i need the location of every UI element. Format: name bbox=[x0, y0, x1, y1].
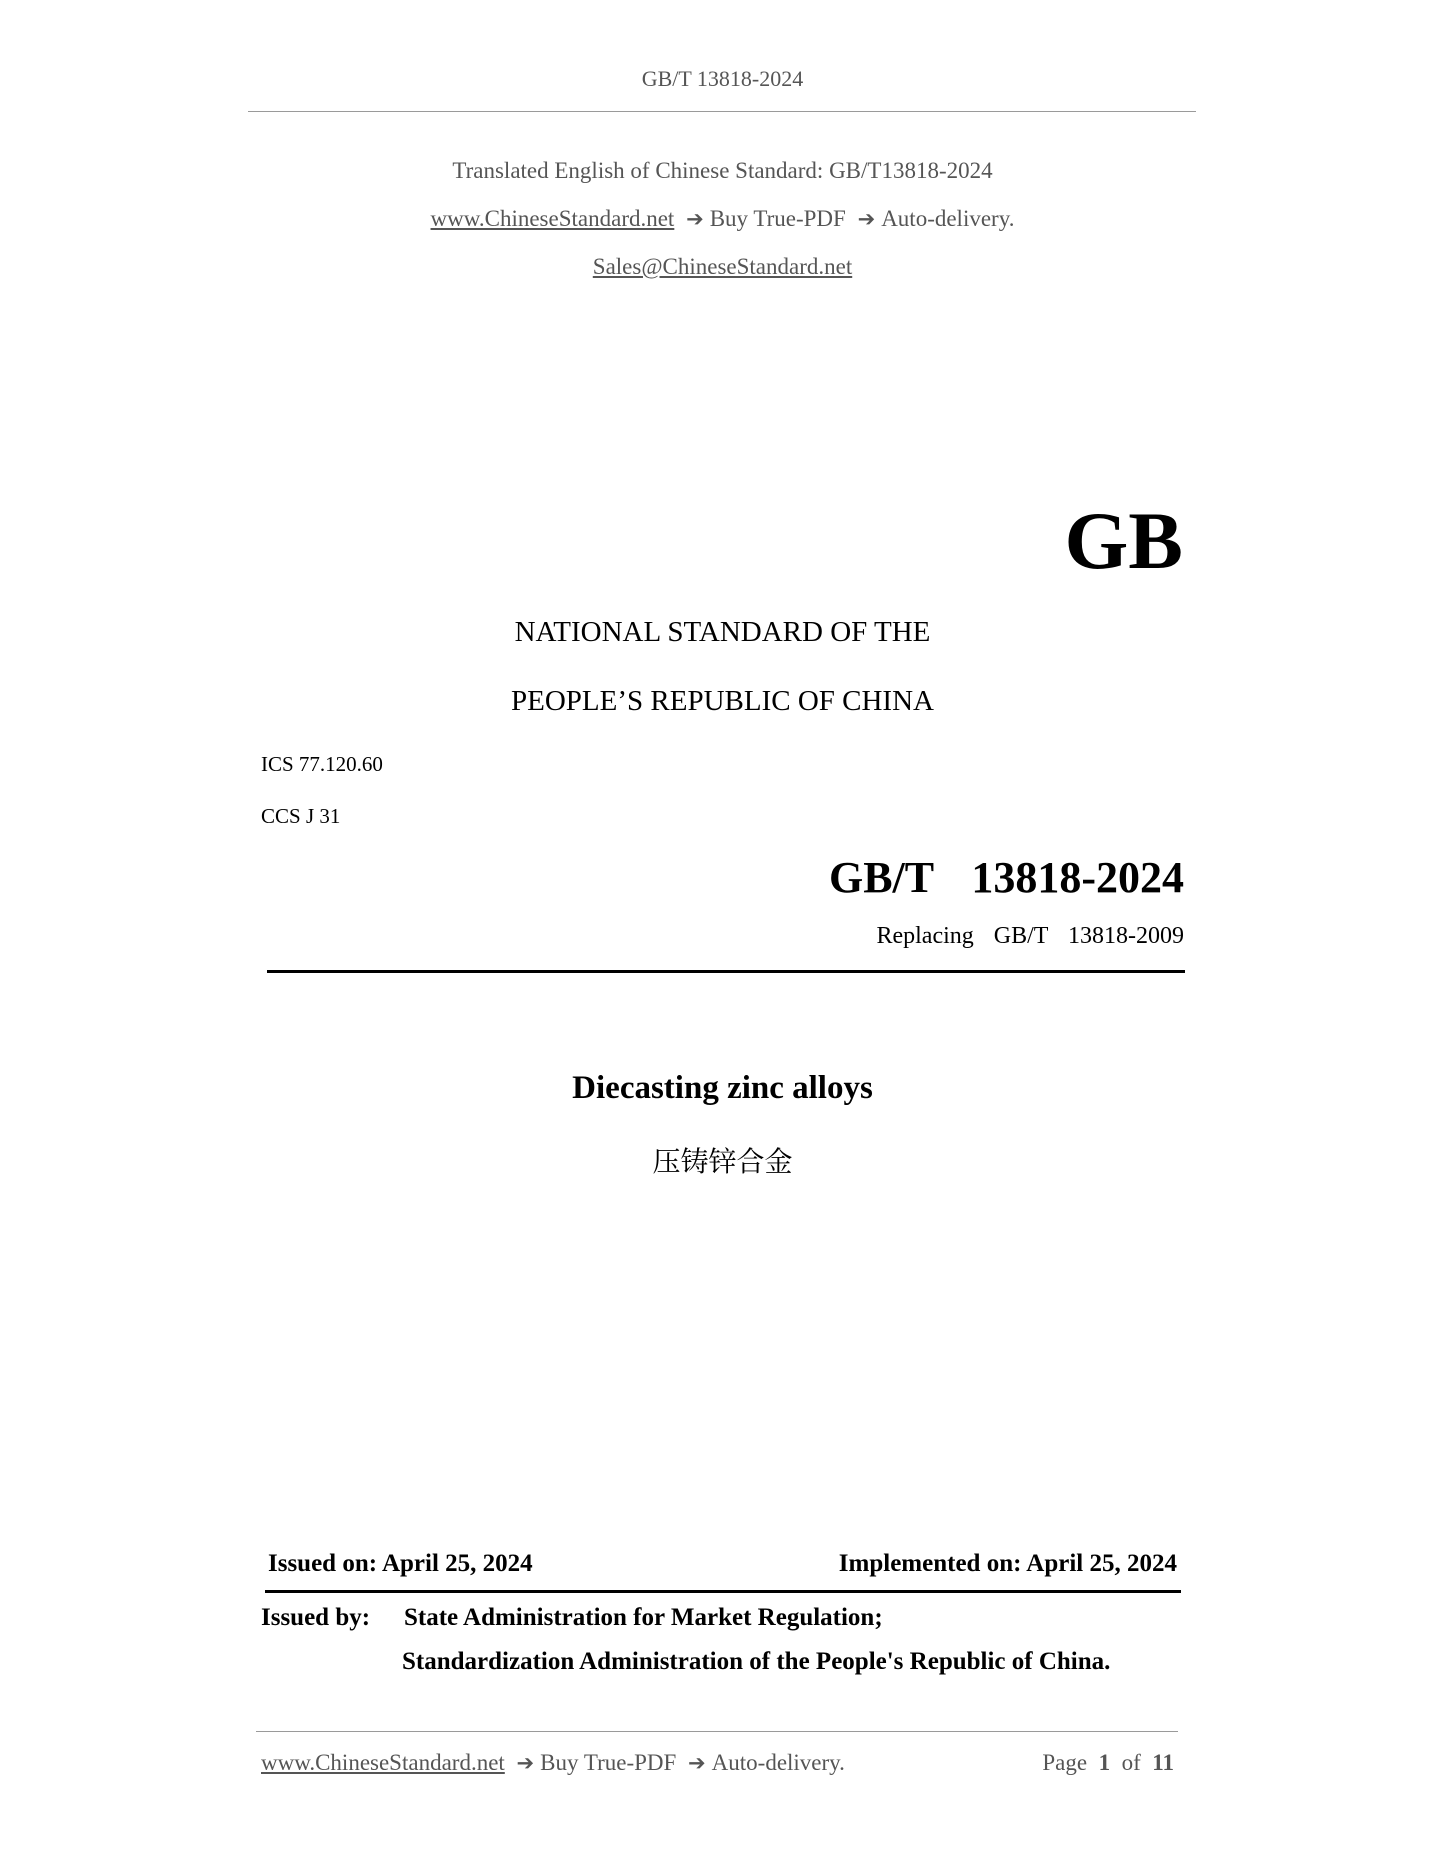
issued-by-label: Issued by: bbox=[261, 1604, 371, 1631]
page-indicator bbox=[1042, 1750, 1174, 1776]
arrow-right-icon: ➔ bbox=[688, 1751, 706, 1775]
title-chinese: 压铸锌合金 bbox=[652, 1145, 793, 1178]
arrow-right-icon: ➔ bbox=[857, 207, 876, 231]
site-link[interactable]: www.ChineseStandard.net bbox=[430, 206, 675, 231]
title-divider bbox=[267, 970, 1185, 973]
footer-divider bbox=[256, 1731, 1178, 1732]
auto-delivery-text: Auto-delivery. bbox=[881, 206, 1015, 231]
footer-buy-notice bbox=[261, 1750, 845, 1776]
ccs-code: CCS J 31 bbox=[261, 804, 341, 828]
header-divider bbox=[248, 111, 1196, 112]
national-standard-line-1: NATIONAL STANDARD OF THE bbox=[514, 616, 931, 648]
of-word: of bbox=[1121, 1750, 1141, 1775]
gb-mark: GB bbox=[1064, 495, 1183, 586]
page-total: 11 bbox=[1152, 1750, 1174, 1775]
buy-text: Buy True-PDF bbox=[709, 206, 846, 231]
ics-code: ICS 77.120.60 bbox=[261, 752, 383, 776]
footer-auto-delivery-text: Auto-delivery. bbox=[711, 1750, 845, 1775]
footer-buy-text: Buy True-PDF bbox=[540, 1750, 677, 1775]
page-word: Page bbox=[1042, 1750, 1088, 1775]
replacing-standard: Replacing GB/T 13818-2009 bbox=[876, 923, 1184, 949]
issuer-line-2: Standardization Administration of the People's Republic of China. bbox=[402, 1648, 1111, 1675]
email-link[interactable]: Sales@ChineseStandard.net bbox=[592, 254, 853, 279]
implemented-on-date: Implemented on: April 25, 2024 bbox=[838, 1550, 1177, 1577]
issued-on-date: Issued on: April 25, 2024 bbox=[268, 1550, 533, 1577]
arrow-right-icon: ➔ bbox=[516, 1751, 535, 1775]
running-header: GB/T 13818-2024 bbox=[641, 66, 804, 91]
issuer-line-1: State Administration for Market Regulation; bbox=[404, 1604, 883, 1631]
arrow-right-icon: ➔ bbox=[686, 207, 704, 231]
translated-notice: Translated English of Chinese Standard: GB/T13818-2024 bbox=[452, 158, 993, 183]
footer-site-link[interactable]: www.ChineseStandard.net bbox=[261, 1750, 505, 1775]
email-notice bbox=[0, 254, 1445, 280]
title-english: Diecasting zinc alloys bbox=[572, 1070, 873, 1106]
national-standard-line-2: PEOPLE’S REPUBLIC OF CHINA bbox=[511, 685, 934, 717]
standard-number: GB/T 13818-2024 bbox=[828, 853, 1184, 902]
page-number: 1 bbox=[1098, 1750, 1111, 1775]
buy-notice bbox=[0, 206, 1445, 232]
issue-divider bbox=[265, 1590, 1181, 1593]
